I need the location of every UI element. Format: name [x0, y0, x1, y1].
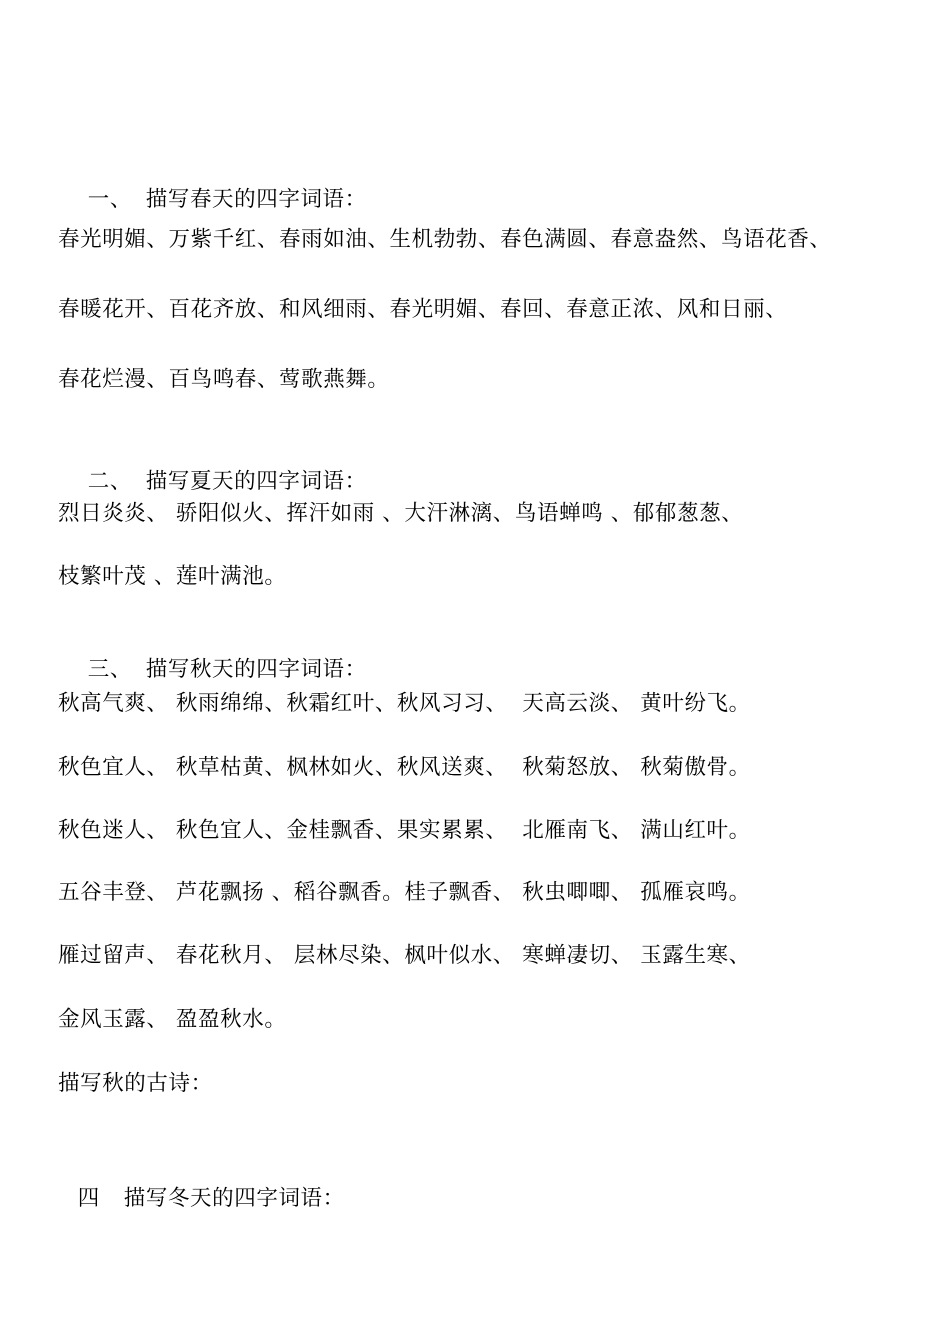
section-title: 描写秋天的四字词语： [145, 657, 367, 682]
autumn-words-line-6: 金风玉露、 盈盈秋水。 [58, 1007, 287, 1032]
autumn-words-line-3: 秋色迷人、 秋色宜人、金桂飘香、果实累累、 北雁南飞、 满山红叶。 [58, 818, 751, 843]
spring-words-line-1: 春光明媚、万紫千红、春雨如油、生机勃勃、春色满圆、春意盎然、鸟语花香、 [58, 227, 832, 252]
summer-words-line-2: 枝繁叶茂 、莲叶满池。 [58, 564, 287, 589]
section-title: 描写春天的四字词语： [145, 187, 367, 212]
spring-words-line-2: 春暖花开、百花齐放、和风细雨、春光明媚、春回、春意正浓、风和日丽、 [58, 297, 788, 322]
section-title: 描写夏天的四字词语： [145, 469, 367, 494]
autumn-poem-heading: 描写秋的古诗： [58, 1071, 213, 1096]
spring-words-line-3: 春花烂漫、百鸟鸣春、莺歌燕舞。 [58, 367, 390, 392]
autumn-words-line-1: 秋高气爽、 秋雨绵绵、秋霜红叶、秋风习习、 天高云淡、 黄叶纷飞。 [58, 691, 751, 716]
autumn-words-line-4: 五谷丰登、 芦花飘扬 、稻谷飘香。桂子飘香、 秋虫唧唧、 孤雁哀鸣。 [58, 880, 751, 905]
autumn-words-line-2: 秋色宜人、 秋草枯黄、枫林如火、秋风送爽、 秋菊怒放、 秋菊傲骨。 [58, 755, 751, 780]
section-number: 二、 [87, 469, 132, 494]
summer-words-line-1: 烈日炎炎、 骄阳似火、挥汗如雨 、大汗淋漓、鸟语蝉鸣 、郁郁葱葱、 [58, 501, 744, 526]
autumn-words-line-5: 雁过留声、 春花秋月、 层林尽染、枫叶似水、 寒蝉凄切、 玉露生寒、 [58, 943, 751, 968]
section-number: 一、 [87, 187, 132, 212]
section-number: 三、 [87, 657, 132, 682]
section-heading-winter [48, 1154, 345, 1244]
section-number: 四 [77, 1186, 100, 1211]
section-title: 描写冬天的四字词语： [123, 1186, 345, 1211]
